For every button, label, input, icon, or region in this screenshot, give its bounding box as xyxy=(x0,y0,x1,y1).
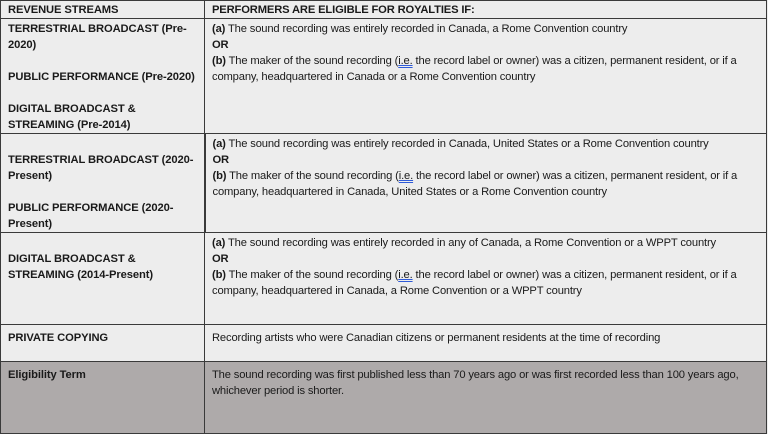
stream-label: TERRESTRIAL BROADCAST (2020-Present) xyxy=(8,154,194,182)
eligibility-term-label: Eligibility Term xyxy=(1,362,205,434)
header-revenue-streams: REVENUE STREAMS xyxy=(1,1,205,19)
condition-b: (b) The maker of the sound recording (i.e. the record label or owner) was a citizen, permanent resident, or if a company, headquartered in Canada or a Rome Convention country xyxy=(212,55,737,83)
stream-label: TERRESTRIAL BROADCAST (Pre-2020) xyxy=(8,23,187,51)
table-row xyxy=(1,134,767,233)
condition-a: (a) The sound recording was entirely recorded in Canada, United States or a Rome Convention country xyxy=(212,138,709,150)
stream-label: DIGITAL BROADCAST & STREAMING (Pre-2014) xyxy=(8,103,136,131)
eligibility-cell[interactable] xyxy=(205,134,767,233)
revenue-streams-cell xyxy=(1,19,205,134)
spellcheck-underlined-text: i.e. xyxy=(398,55,413,67)
stream-label: PUBLIC PERFORMANCE (2020-Present) xyxy=(8,202,174,230)
or-separator: OR xyxy=(212,39,229,51)
revenue-streams-cell xyxy=(1,134,205,233)
stream-label: PRIVATE COPYING xyxy=(1,325,205,362)
stream-label: DIGITAL BROADCAST & STREAMING (2014-Present) xyxy=(8,253,153,281)
or-separator: OR xyxy=(212,154,229,166)
spellcheck-underlined-text: i.e. xyxy=(398,170,414,182)
spellcheck-underlined-text: i.e. xyxy=(398,269,413,281)
condition-b: (b) The maker of the sound recording (i.e. the record label or owner) was a citizen, permanent resident, or if a company, headquartered in Canada, a Rome Convention or a WPPT country xyxy=(212,269,737,297)
table-row xyxy=(1,325,767,362)
eligibility-term-row xyxy=(1,362,767,434)
eligibility-cell xyxy=(205,19,767,134)
condition-a: (a) The sound recording was entirely recorded in Canada, a Rome Convention country xyxy=(212,23,628,35)
header-eligibility: PERFORMERS ARE ELIGIBLE FOR ROYALTIES IF: xyxy=(205,1,767,19)
stream-label: PUBLIC PERFORMANCE (Pre-2020) xyxy=(8,71,195,83)
or-separator: OR xyxy=(212,253,229,265)
eligibility-term-text: The sound recording was first published less than 70 years ago or was first recorded less than 100 years ago, whichever period is shorter. xyxy=(205,362,767,434)
condition-a: (a) The sound recording was entirely recorded in any of Canada, a Rome Convention or a WPPT country xyxy=(212,237,716,249)
eligibility-cell xyxy=(205,233,767,325)
table-header-row xyxy=(1,1,767,19)
revenue-streams-cell xyxy=(1,233,205,325)
eligibility-cell: Recording artists who were Canadian citizens or permanent residents at the time of recording xyxy=(205,325,767,362)
table-row xyxy=(1,233,767,325)
condition-b: (b) The maker of the sound recording (i.e. the record label or owner) was a citizen, permanent resident, or if a company, headquartered in Canada, United States or a Rome Convention country xyxy=(212,170,738,198)
table-row xyxy=(1,19,767,134)
